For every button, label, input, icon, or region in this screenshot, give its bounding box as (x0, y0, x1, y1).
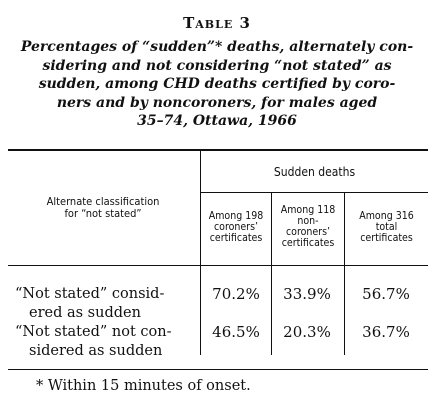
column-header-line: total (375, 221, 398, 233)
row-label-considered-sudden (15, 285, 200, 323)
caption-line: ners and by noncoroners, for males aged (56, 94, 378, 111)
header-bottom-rule (8, 265, 428, 266)
table-cell: 33.9% (283, 285, 331, 303)
stub-header-line: Alternate classification (46, 195, 160, 208)
column-header-coroners (201, 211, 271, 244)
column-header-line: Among 316 (359, 210, 414, 222)
table-caption (4, 38, 430, 131)
table-cell: 70.2% (212, 285, 260, 303)
caption-line: 35–74, Ottawa, 1966 (137, 113, 297, 130)
caption-line: sudden, among CHD deaths certified by coro- (38, 76, 396, 93)
stub-header (8, 196, 198, 220)
column-header-line: non- (297, 215, 319, 227)
table-cell: 56.7% (362, 285, 410, 303)
table-cell: 20.3% (283, 323, 331, 341)
row-label-line: ered as sudden (29, 305, 141, 321)
row-label-line: sidered as sudden (29, 343, 163, 359)
column-header-line: coroners’ (213, 221, 258, 233)
footnote: * Within 15 minutes of onset. (36, 378, 251, 394)
group-header-rule (200, 192, 428, 193)
table-bottom-rule (8, 369, 428, 370)
table-cell: 46.5% (212, 323, 260, 341)
table-top-rule (8, 149, 428, 151)
caption-line: sidering and not considering “not stated” as (42, 57, 392, 74)
stub-header-line: for “not stated” (64, 207, 142, 220)
column-header-noncoroners (272, 205, 344, 249)
column-header-line: certificates (360, 232, 413, 244)
caption-line: Percentages of “sudden”* deaths, alternately con- (20, 39, 414, 55)
column-header-line: Among 198 (208, 210, 264, 222)
column-header-line: certificates (281, 237, 335, 249)
column-header-line: coroners’ (285, 226, 330, 238)
table-title: Table 3 (183, 14, 251, 32)
row-label-not-considered-sudden (15, 323, 200, 361)
row-label-line: “Not stated” not con- (15, 324, 172, 340)
table-cell: 36.7% (362, 323, 410, 341)
column-header-line: certificates (209, 232, 263, 244)
row-label-line: “Not stated” consid- (15, 286, 165, 302)
group-header-sudden-deaths: Sudden deaths (273, 165, 356, 179)
column-header-line: Among 118 (280, 204, 336, 216)
column-header-total (345, 211, 428, 244)
